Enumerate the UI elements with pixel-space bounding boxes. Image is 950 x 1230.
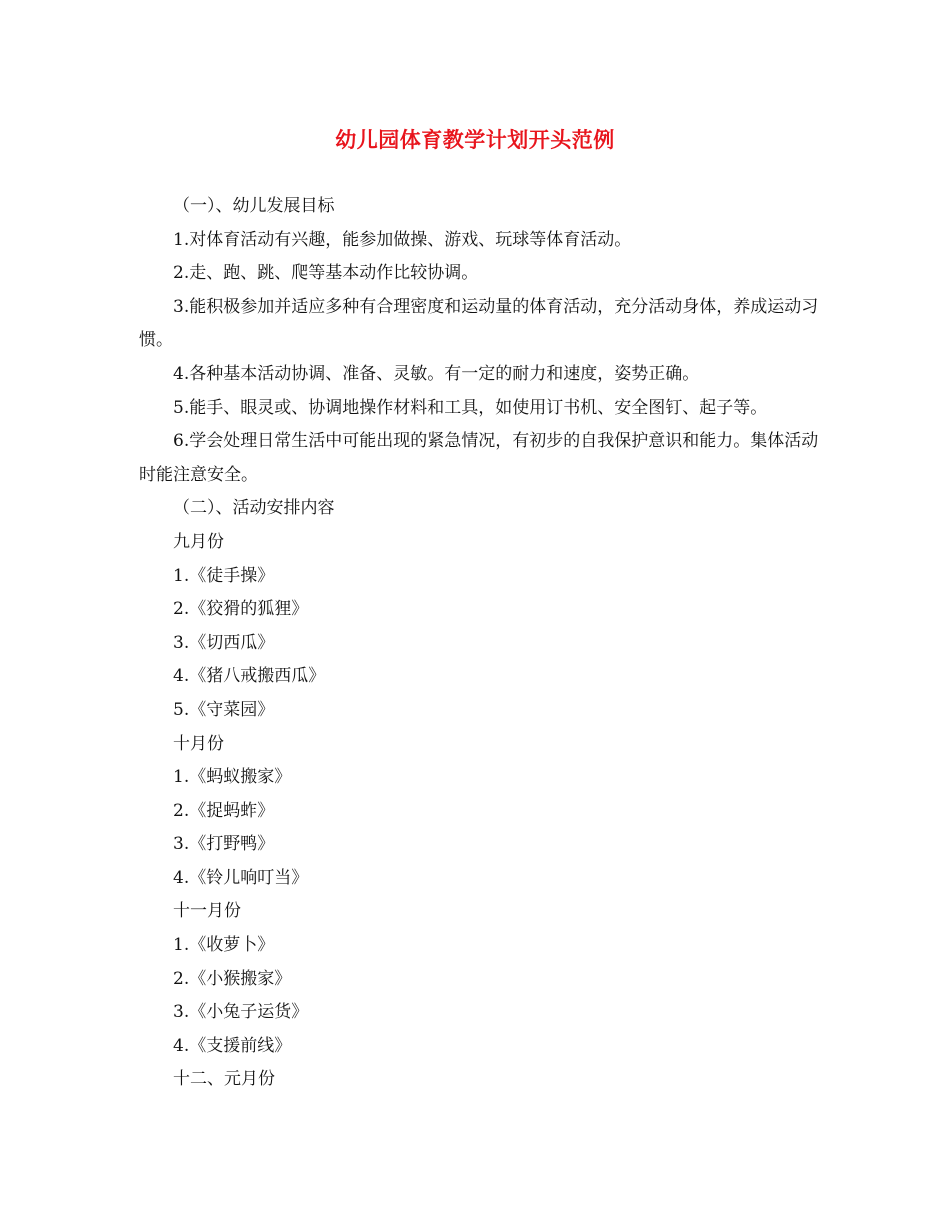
activity-item: 1.《徒手操》	[173, 565, 275, 586]
month-heading-september: 九月份	[173, 531, 224, 552]
activity-item: 4.《铃儿响叮当》	[173, 867, 309, 888]
goal-item-3: 3.能积极参加并适应多种有合理密度和运动量的体育活动，充分活动身体，养成运动习惯。	[139, 296, 819, 351]
month-heading-october: 十月份	[173, 733, 224, 754]
activity-item: 3.《打野鸭》	[173, 834, 275, 855]
activity-item: 2.《捉蚂蚱》	[173, 800, 275, 821]
section-heading-goals: （一）、幼儿发展目标	[173, 196, 335, 216]
activity-item: 3.《切西瓜》	[173, 632, 275, 653]
activity-item: 3.《小兔子运货》	[173, 1002, 309, 1023]
month-heading-november: 十一月份	[173, 901, 241, 922]
activity-item: 5.《守菜园》	[173, 699, 275, 720]
document-body	[139, 190, 829, 1097]
activity-item: 1.《收萝卜》	[173, 935, 275, 956]
document-title: 幼儿园体育教学计划开头范例	[335, 128, 615, 152]
activity-item: 4.《支援前线》	[173, 1035, 292, 1056]
goal-item-6: 6.学会处理日常生活中可能出现的紧急情况，有初步的自我保护意识和能力。集体活动时能注意安全。	[139, 431, 819, 485]
month-heading-december-january: 十二、元月份	[173, 1069, 275, 1090]
section-heading-activities: （二）、活动安排内容	[173, 498, 335, 519]
goal-item-4: 4.各种基本活动协调、准备、灵敏。有一定的耐力和速度，姿势正确。	[173, 363, 700, 384]
activity-item: 4.《猪八戒搬西瓜》	[173, 666, 326, 687]
activity-item: 2.《小猴搬家》	[173, 968, 292, 989]
goal-item-1: 1.对体育活动有兴趣，能参加做操、游戏、玩球等体育活动。	[173, 229, 632, 250]
activity-item: 2.《狡猾的狐狸》	[173, 599, 309, 620]
goal-item-2: 2.走、跑、跳、爬等基本动作比较协调。	[173, 263, 479, 284]
goal-item-5: 5.能手、眼灵或、协调地操作材料和工具，如使用订书机、安全图钉、起子等。	[173, 397, 768, 418]
activity-item: 1.《蚂蚁搬家》	[173, 767, 292, 788]
